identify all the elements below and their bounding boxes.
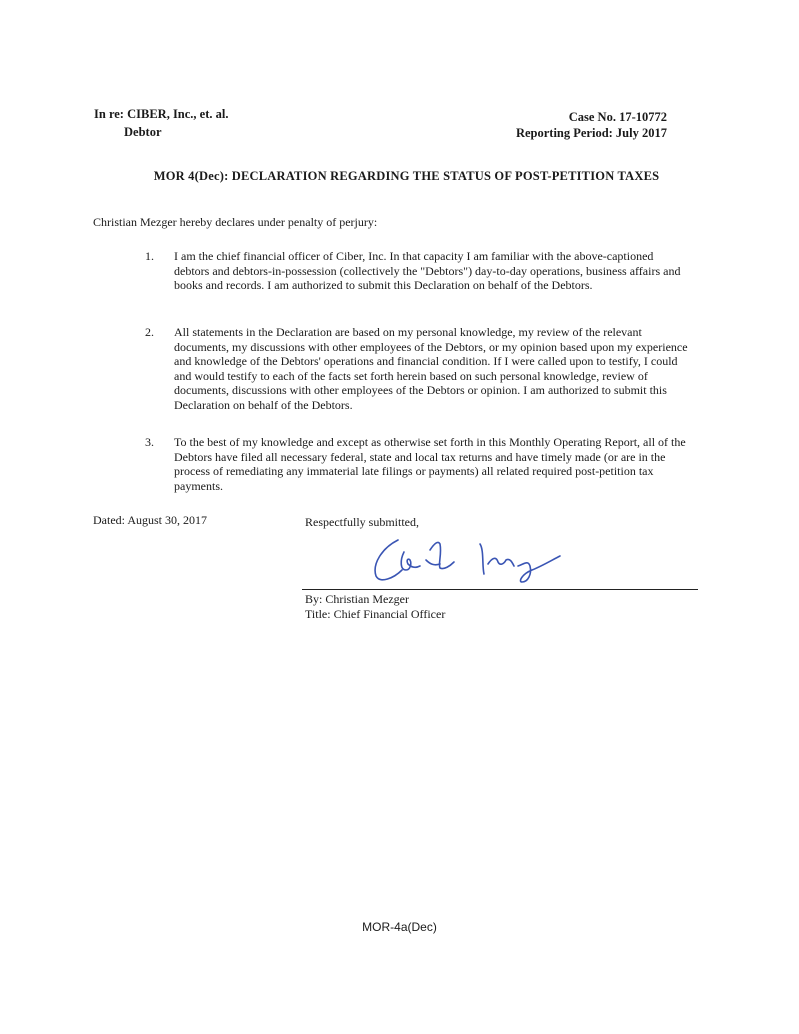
item-line: process of remediating any immaterial late filings or payments) all related required post-petition tax (174, 464, 654, 479)
document-title: MOR 4(Dec): DECLARATION REGARDING THE STATUS OF POST-PETITION TAXES (153, 169, 660, 183)
item-line: debtors and debtors-in-possession (collectively the "Debtors") day-to-day operations, business affairs and (174, 263, 681, 278)
in-re-caption: In re: CIBER, Inc., et. al. (94, 107, 229, 121)
declaration-item-2 (174, 325, 694, 413)
page-footer: MOR-4a(Dec) (362, 920, 437, 934)
item-line: All statements in the Declaration are based on my personal knowledge, my review of the relevant (174, 325, 642, 339)
item-number: 3. (145, 435, 154, 449)
intro-statement: Christian Mezger hereby declares under penalty of perjury: (93, 215, 378, 229)
item-line: documents, my discussions with other employees of the Debtors, or my opinion based upon my experience (174, 339, 688, 354)
item-line: books and records. I am authorized to submit this Declaration on behalf of the Debtors. (174, 278, 593, 293)
handwritten-signature (360, 530, 570, 594)
item-line: To the best of my knowledge and except as otherwise set forth in this Monthly Operating Report, all of the (174, 435, 686, 449)
signer-name: By: Christian Mezger (305, 592, 409, 606)
reporting-period: Reporting Period: July 2017 (515, 126, 667, 140)
declaration-item-3 (174, 435, 694, 493)
debtor-label: Debtor (124, 125, 162, 139)
item-line: I am the chief financial officer of Ciber, Inc. In that capacity I am familiar with the above-captioned (174, 249, 654, 263)
signer-title: Title: Chief Financial Officer (305, 607, 446, 621)
signature-line (302, 589, 698, 590)
case-number: Case No. 17-10772 (568, 110, 667, 124)
item-number: 2. (145, 325, 154, 339)
item-line: and would testify to each of the facts set forth herein based on such personal knowledge, review of (174, 368, 648, 383)
item-line: and knowledge of the Debtors' operations and financial condition. If I were called upon to testify, I could (174, 354, 678, 369)
item-line: Declaration on behalf of the Debtors. (174, 397, 353, 412)
item-number: 1. (145, 249, 154, 263)
item-line: payments. (174, 478, 223, 493)
dated-line: Dated: August 30, 2017 (93, 513, 207, 527)
item-line: Debtors have filed all necessary federal, state and local tax returns and have timely made (or are in the (174, 449, 666, 464)
declaration-item-1 (174, 249, 694, 293)
respectfully-submitted: Respectfully submitted, (305, 515, 419, 529)
item-line: documents, discussions with other employees of the Debtors or opinion. I am authorized to submit this (174, 383, 667, 398)
